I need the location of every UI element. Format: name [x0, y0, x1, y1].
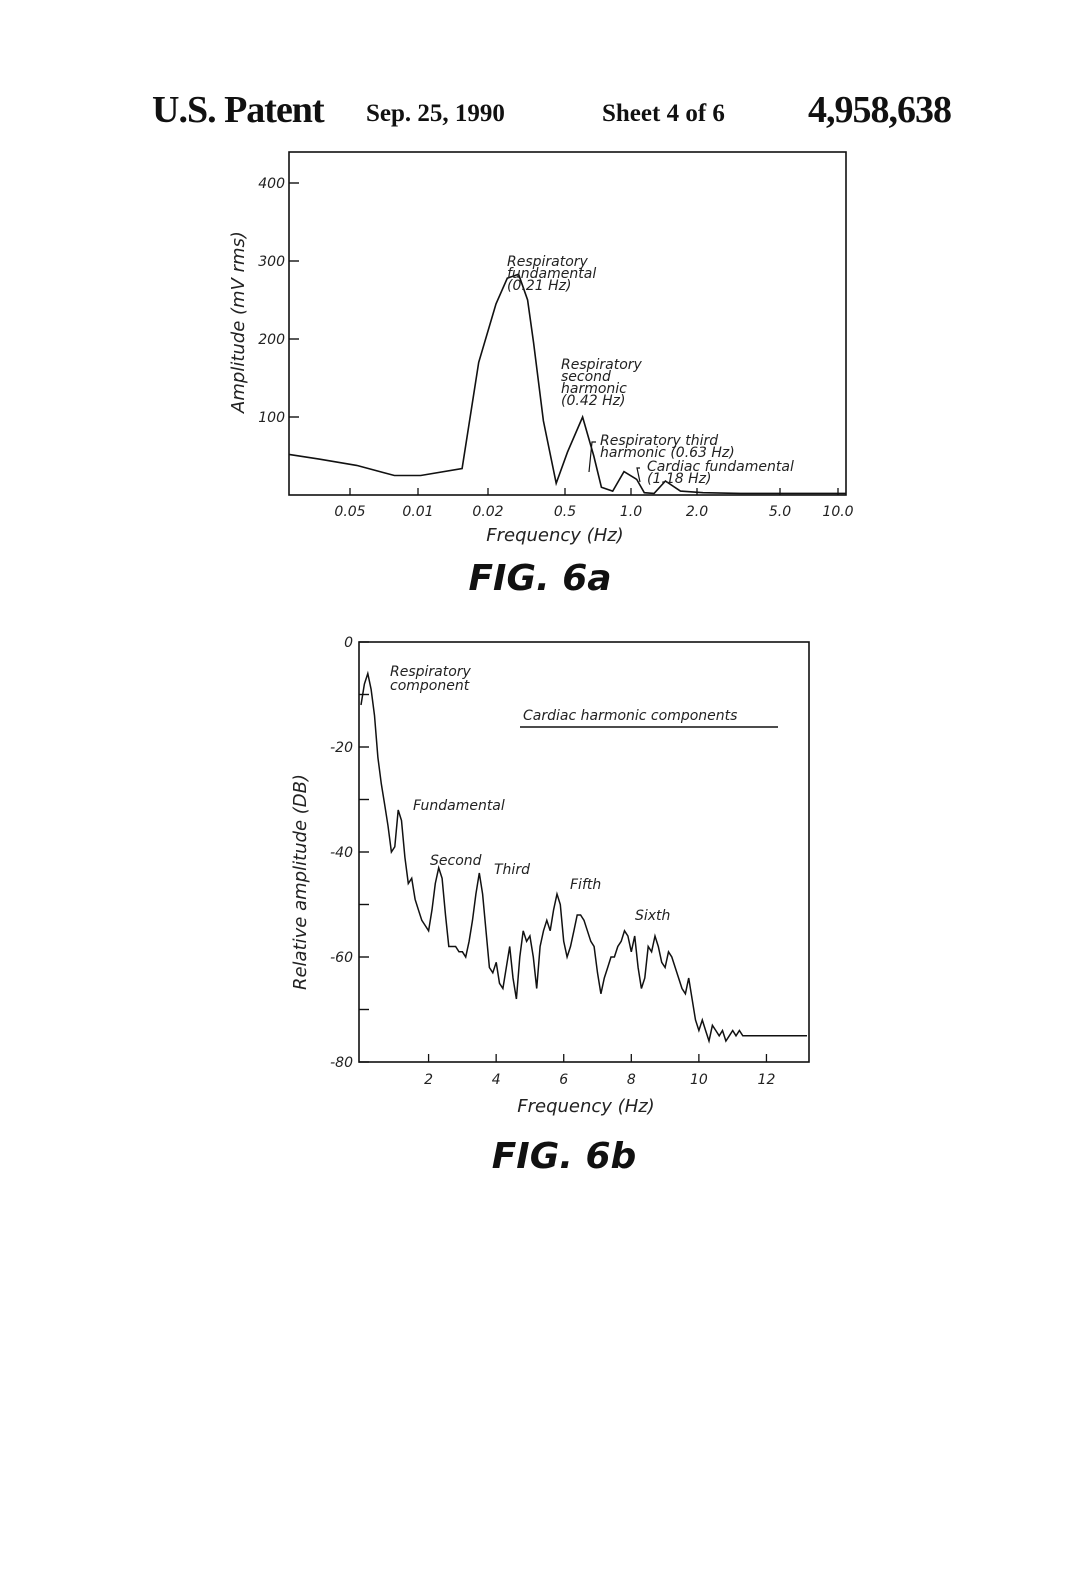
fig-6a-x-tick-label: 0.02	[472, 504, 504, 520]
fig-6a-y-tick-label: 300	[258, 254, 285, 270]
fig-6a-y-tick-label: 100	[258, 410, 285, 426]
fig-6b-y-tick-label: 0	[344, 635, 353, 651]
fig-6a-x-axis-label: Frequency (Hz)	[486, 525, 624, 546]
fig-6b-chart	[290, 635, 809, 1177]
fig-6a-y-tick-label: 400	[258, 176, 285, 192]
fig-6b-x-tick-label: 8	[626, 1072, 636, 1088]
fig-6a-x-tick-label: 0.05	[334, 504, 366, 520]
fig-6b-annotation-sixth: Sixth	[635, 908, 671, 924]
fig-6b-series-line	[361, 674, 807, 1042]
fig-6a-x-tick-label: 5.0	[768, 504, 792, 520]
fig-6a-x-tick-label: 0.01	[402, 504, 434, 520]
fig-6a-y-tick-label: 200	[258, 332, 285, 348]
fig-6b-y-axis-label: Relative amplitude (DB)	[290, 773, 311, 991]
fig-6a-annotation-cardiac-fundamental: Cardiac fundamental (1.18 Hz)	[647, 459, 794, 487]
fig-6a-x-tick-label: 0.5	[553, 504, 577, 520]
fig-6a-annotation-respiratory-second-harmonic: Respiratory second harmonic (0.42 Hz)	[561, 357, 642, 409]
fig-6b-annotation-second: Second	[430, 853, 482, 869]
fig-6a-x-tick-label: 2.0	[685, 504, 709, 520]
patent-number: 4,958,638	[808, 89, 951, 131]
fig-6a-plot-frame	[289, 152, 846, 495]
fig-6b-plot-frame	[359, 642, 809, 1062]
fig-6a-annotation-respiratory-third-harmonic: Respiratory third harmonic (0.63 Hz)	[600, 433, 735, 461]
fig-6a-figure-label: FIG. 6a	[468, 558, 612, 599]
fig-6a-x-tick-label: 1.0	[619, 504, 643, 520]
fig-6a-annotation-respiratory-fundamental: Respiratory fundamental (0.21 Hz)	[507, 254, 597, 294]
fig-6b-x-axis-label: Frequency (Hz)	[517, 1096, 655, 1117]
fig-6b-y-tick-label: -20	[330, 740, 353, 756]
fig-6b-y-tick-label: -40	[330, 845, 353, 861]
fig-6a-leader-third-harmonic	[589, 442, 596, 472]
fig-6b-annotation-fifth: Fifth	[570, 877, 602, 893]
fig-6b-y-tick-label: -80	[330, 1055, 353, 1071]
fig-6b-figure-label: FIG. 6b	[491, 1136, 637, 1177]
fig-6a-chart	[228, 152, 854, 599]
fig-6b-annotation-respiratory-component: Respiratory component	[390, 664, 471, 694]
fig-6b-annotation-fundamental: Fundamental	[413, 798, 505, 814]
fig-6b-x-tick-label: 2	[424, 1072, 434, 1088]
fig-6b-x-tick-label: 10	[689, 1072, 708, 1088]
fig-6a-y-axis-label: Amplitude (mV rms)	[228, 231, 249, 413]
patent-date: Sep. 25, 1990	[366, 100, 505, 127]
fig-6a-x-tick-label: 10.0	[822, 504, 854, 520]
sheet-number: Sheet 4 of 6	[602, 100, 725, 127]
patent-label: U.S. Patent	[152, 89, 324, 131]
fig-6b-y-tick-label: -60	[330, 950, 353, 966]
fig-6b-x-tick-label: 12	[757, 1072, 776, 1088]
fig-6b-x-tick-label: 4	[491, 1072, 501, 1088]
fig-6b-x-tick-label: 6	[559, 1072, 569, 1088]
fig-6b-annotation-third: Third	[494, 862, 530, 878]
fig-6b-annotation-cardiac-harmonic-components: Cardiac harmonic components	[523, 708, 738, 724]
